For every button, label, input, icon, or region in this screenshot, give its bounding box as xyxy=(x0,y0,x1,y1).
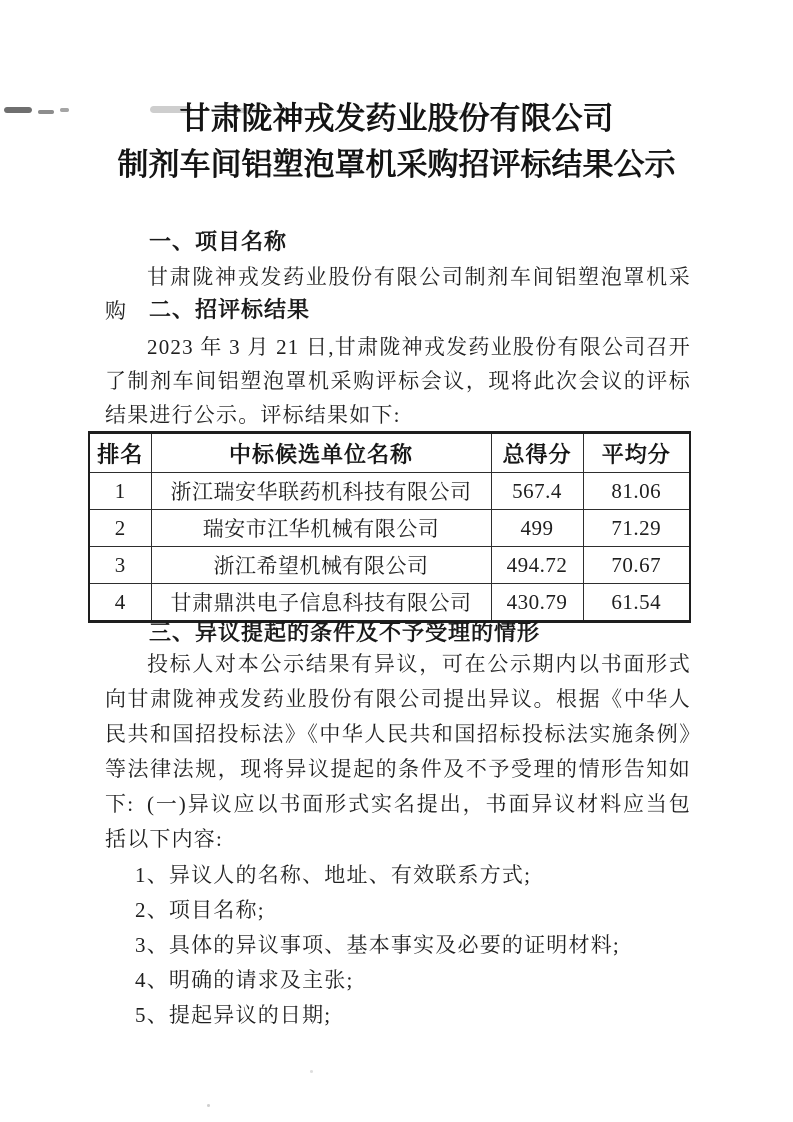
candidate-name-cell: 浙江瑞安华联药机科技有限公司 xyxy=(151,473,491,510)
list-item: 5、提起异议的日期; xyxy=(135,1003,332,1027)
table-row xyxy=(89,510,690,547)
bid-results-table xyxy=(88,431,691,623)
title-line-1: 甘肃陇神戎发药业股份有限公司 xyxy=(179,101,614,136)
document-title xyxy=(0,96,793,188)
average-score-cell: 61.54 xyxy=(583,584,690,622)
candidate-name-cell: 甘肃鼎洪电子信息科技有限公司 xyxy=(151,584,491,622)
table-row xyxy=(89,547,690,584)
rank-cell: 4 xyxy=(89,584,151,622)
col-header-average-score: 平均分 xyxy=(583,433,690,473)
section-1-heading: 一、项目名称 xyxy=(149,229,288,254)
total-score-cell: 494.72 xyxy=(491,547,583,584)
title-line-2: 制剂车间铝塑泡罩机采购招评标结果公示 xyxy=(117,147,676,182)
rank-cell: 3 xyxy=(89,547,151,584)
section-1-body: 甘肃陇神戎发药业股份有限公司制剂车间铝塑泡罩机采购 xyxy=(105,265,691,323)
list-item: 1、异议人的名称、地址、有效联系方式; xyxy=(135,863,532,887)
rank-cell: 2 xyxy=(89,510,151,547)
col-header-rank: 排名 xyxy=(89,433,151,473)
section-2-heading: 二、招评标结果 xyxy=(149,297,311,322)
section-2-paragraph: 2023 年 3 月 21 日,甘肃陇神戎发药业股份有限公司召开了制剂车间铝塑泡罩机采购评标会议，现将此次会议的评标结果进行公示。评标结果如下: xyxy=(105,335,691,427)
scan-speck xyxy=(310,1070,313,1073)
average-score-cell: 71.29 xyxy=(583,510,690,547)
average-score-cell: 70.67 xyxy=(583,547,690,584)
average-score-cell: 81.06 xyxy=(583,473,690,510)
section-3-paragraph-2: (一)异议应以书面形式实名提出，书面异议材料应当包括以下内容: xyxy=(105,792,691,851)
list-item: 3、具体的异议事项、基本事实及必要的证明材料; xyxy=(135,933,620,957)
section-3-paragraph-1: 投标人对本公示结果有异议，可在公示期内以书面形式向甘肃陇神戎发药业股份有限公司提出异议。根据《中华人民共和国招投标法》《中华人民共和国招标投标法实施条例》等法律法规，现将异议提起的条件及不予受理的情形告知如下: xyxy=(105,652,691,816)
scan-speck xyxy=(207,1104,210,1107)
table-header-row xyxy=(89,433,690,473)
candidate-name-cell: 瑞安市江华机械有限公司 xyxy=(151,510,491,547)
col-header-total-score: 总得分 xyxy=(491,433,583,473)
total-score-cell: 499 xyxy=(491,510,583,547)
col-header-candidate-name: 中标候选单位名称 xyxy=(151,433,491,473)
list-item: 2、项目名称; xyxy=(135,898,265,922)
table-row xyxy=(89,473,690,510)
total-score-cell: 430.79 xyxy=(491,584,583,622)
objection-requirements-list xyxy=(105,858,691,1033)
candidate-name-cell: 浙江希望机械有限公司 xyxy=(151,547,491,584)
rank-cell: 1 xyxy=(89,473,151,510)
total-score-cell: 567.4 xyxy=(491,473,583,510)
section-3-heading: 三、异议提起的条件及不予受理的情形 xyxy=(149,620,541,645)
list-item: 4、明确的请求及主张; xyxy=(135,968,354,992)
table-row xyxy=(89,584,690,622)
